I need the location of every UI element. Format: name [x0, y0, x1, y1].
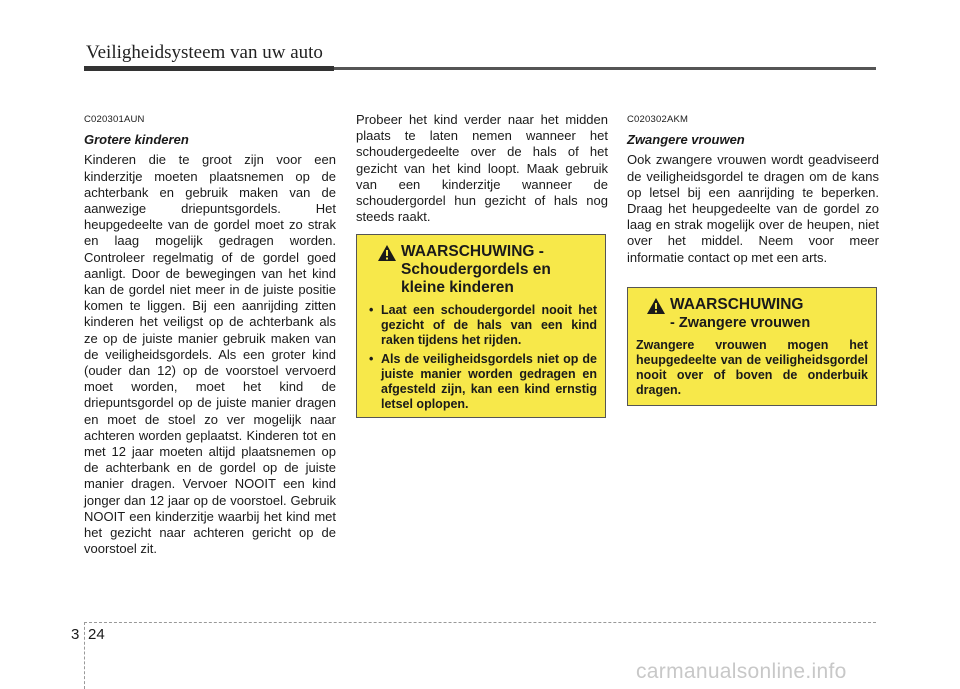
warning-item: • Als de veiligheidsgordels niet op de juiste manier worden gedragen en afgesteld zijn, kan een kind ernstig letsel oplopen. — [381, 352, 597, 412]
footer-rule — [84, 622, 876, 623]
warning-box-shoulder-belts — [356, 234, 606, 418]
warning-list — [367, 303, 597, 412]
warning-title-line2: Schoudergordels en kleine kinderen — [401, 261, 551, 296]
body-text: Ook zwangere vrouwen wordt geadviseerd de veiligheidsgordel te dragen om de kans op letsel bij een aanrijding te beperken. Draag het heupgedeelte van de gordel zo laag en strak mogelijk over de heupen, niet over het middel. Neem voor meer informatie contact op met een arts. — [627, 152, 879, 265]
section-heading: Zwangere vrouwen — [627, 132, 745, 148]
warning-heading — [367, 243, 597, 297]
column-1 — [84, 112, 336, 557]
warning-box-pregnant-women — [627, 287, 877, 406]
section-heading: Grotere kinderen — [84, 132, 189, 148]
body-text: Kinderen die te groot zijn voor een kinderzitje moeten plaatsnemen op de achterbank en gebruik maken van de aanwezige driepuntsgordels. Het heupgedeelte van de gordel moet zo strak en laag mogelijk gedragen worden. Controleer regelmatig of de gordel goed aanligt. Door de bewegingen van het kind kan de gordel niet meer in de juiste positie komen te liggen. Bij een aanrijding zitten kinderen het veiligst op de achterbank als ze op de juiste manier gebruik maken van de veiligheidsgordels. Als een groter kind (ouder dan 12) op de voorstoel vervoerd moet worden, moet het kind de driepuntsgordel op de juiste manier dragen en moet de stoel zo ver mogelijk naar achteren worden geplaatst. Kinderen tot en met 12 jaar moeten altijd plaatsnemen op de achterbank en de gordel op de juiste manier dragen. Vervoer NOOIT een kind jonger dan 12 jaar op de voorstoel. Gebruik NOOIT een kinderzitje waarbij het kind met het gezicht naar achteren gericht op de voorstoel zit. — [84, 152, 336, 557]
warning-triangle-icon — [377, 244, 397, 262]
warning-triangle-icon — [646, 297, 666, 315]
header-accent — [84, 66, 334, 71]
page-number: 24 — [88, 626, 105, 643]
section-code: C020302AKM — [627, 114, 689, 125]
warning-title-line2: - Zwangere vrouwen — [670, 315, 811, 331]
watermark: carmanualsonline.info — [636, 660, 847, 683]
warning-item: • Laat een schoudergordel nooit het gezicht of de hals van een kind raken tijdens het rijden. — [381, 303, 597, 348]
warning-text: Zwangere vrouwen mogen het heupgedeelte van de veiligheidsgordel nooit over of boven de onderbuik dragen. — [636, 338, 868, 397]
chapter-number: 3 — [71, 626, 80, 643]
header-title: Veiligheidsysteem van uw auto — [86, 42, 323, 63]
warning-title-line1: WAARSCHUWING - — [401, 243, 544, 260]
section-code: C020301AUN — [84, 114, 145, 125]
column-2 — [356, 112, 608, 225]
warning-heading — [636, 296, 868, 332]
warning-title-line1: WAARSCHUWING — [670, 296, 804, 313]
footer-divider — [84, 622, 85, 689]
body-text: Probeer het kind verder naar het midden plaats te laten nemen wanneer het schoudergedeelte over de hals of het gezicht van het kind loopt. Maak gebruik van een kinderzitje wanneer de schoudergordel hun gezicht of hals nog steeds raakt. — [356, 112, 608, 225]
column-3 — [627, 112, 879, 266]
